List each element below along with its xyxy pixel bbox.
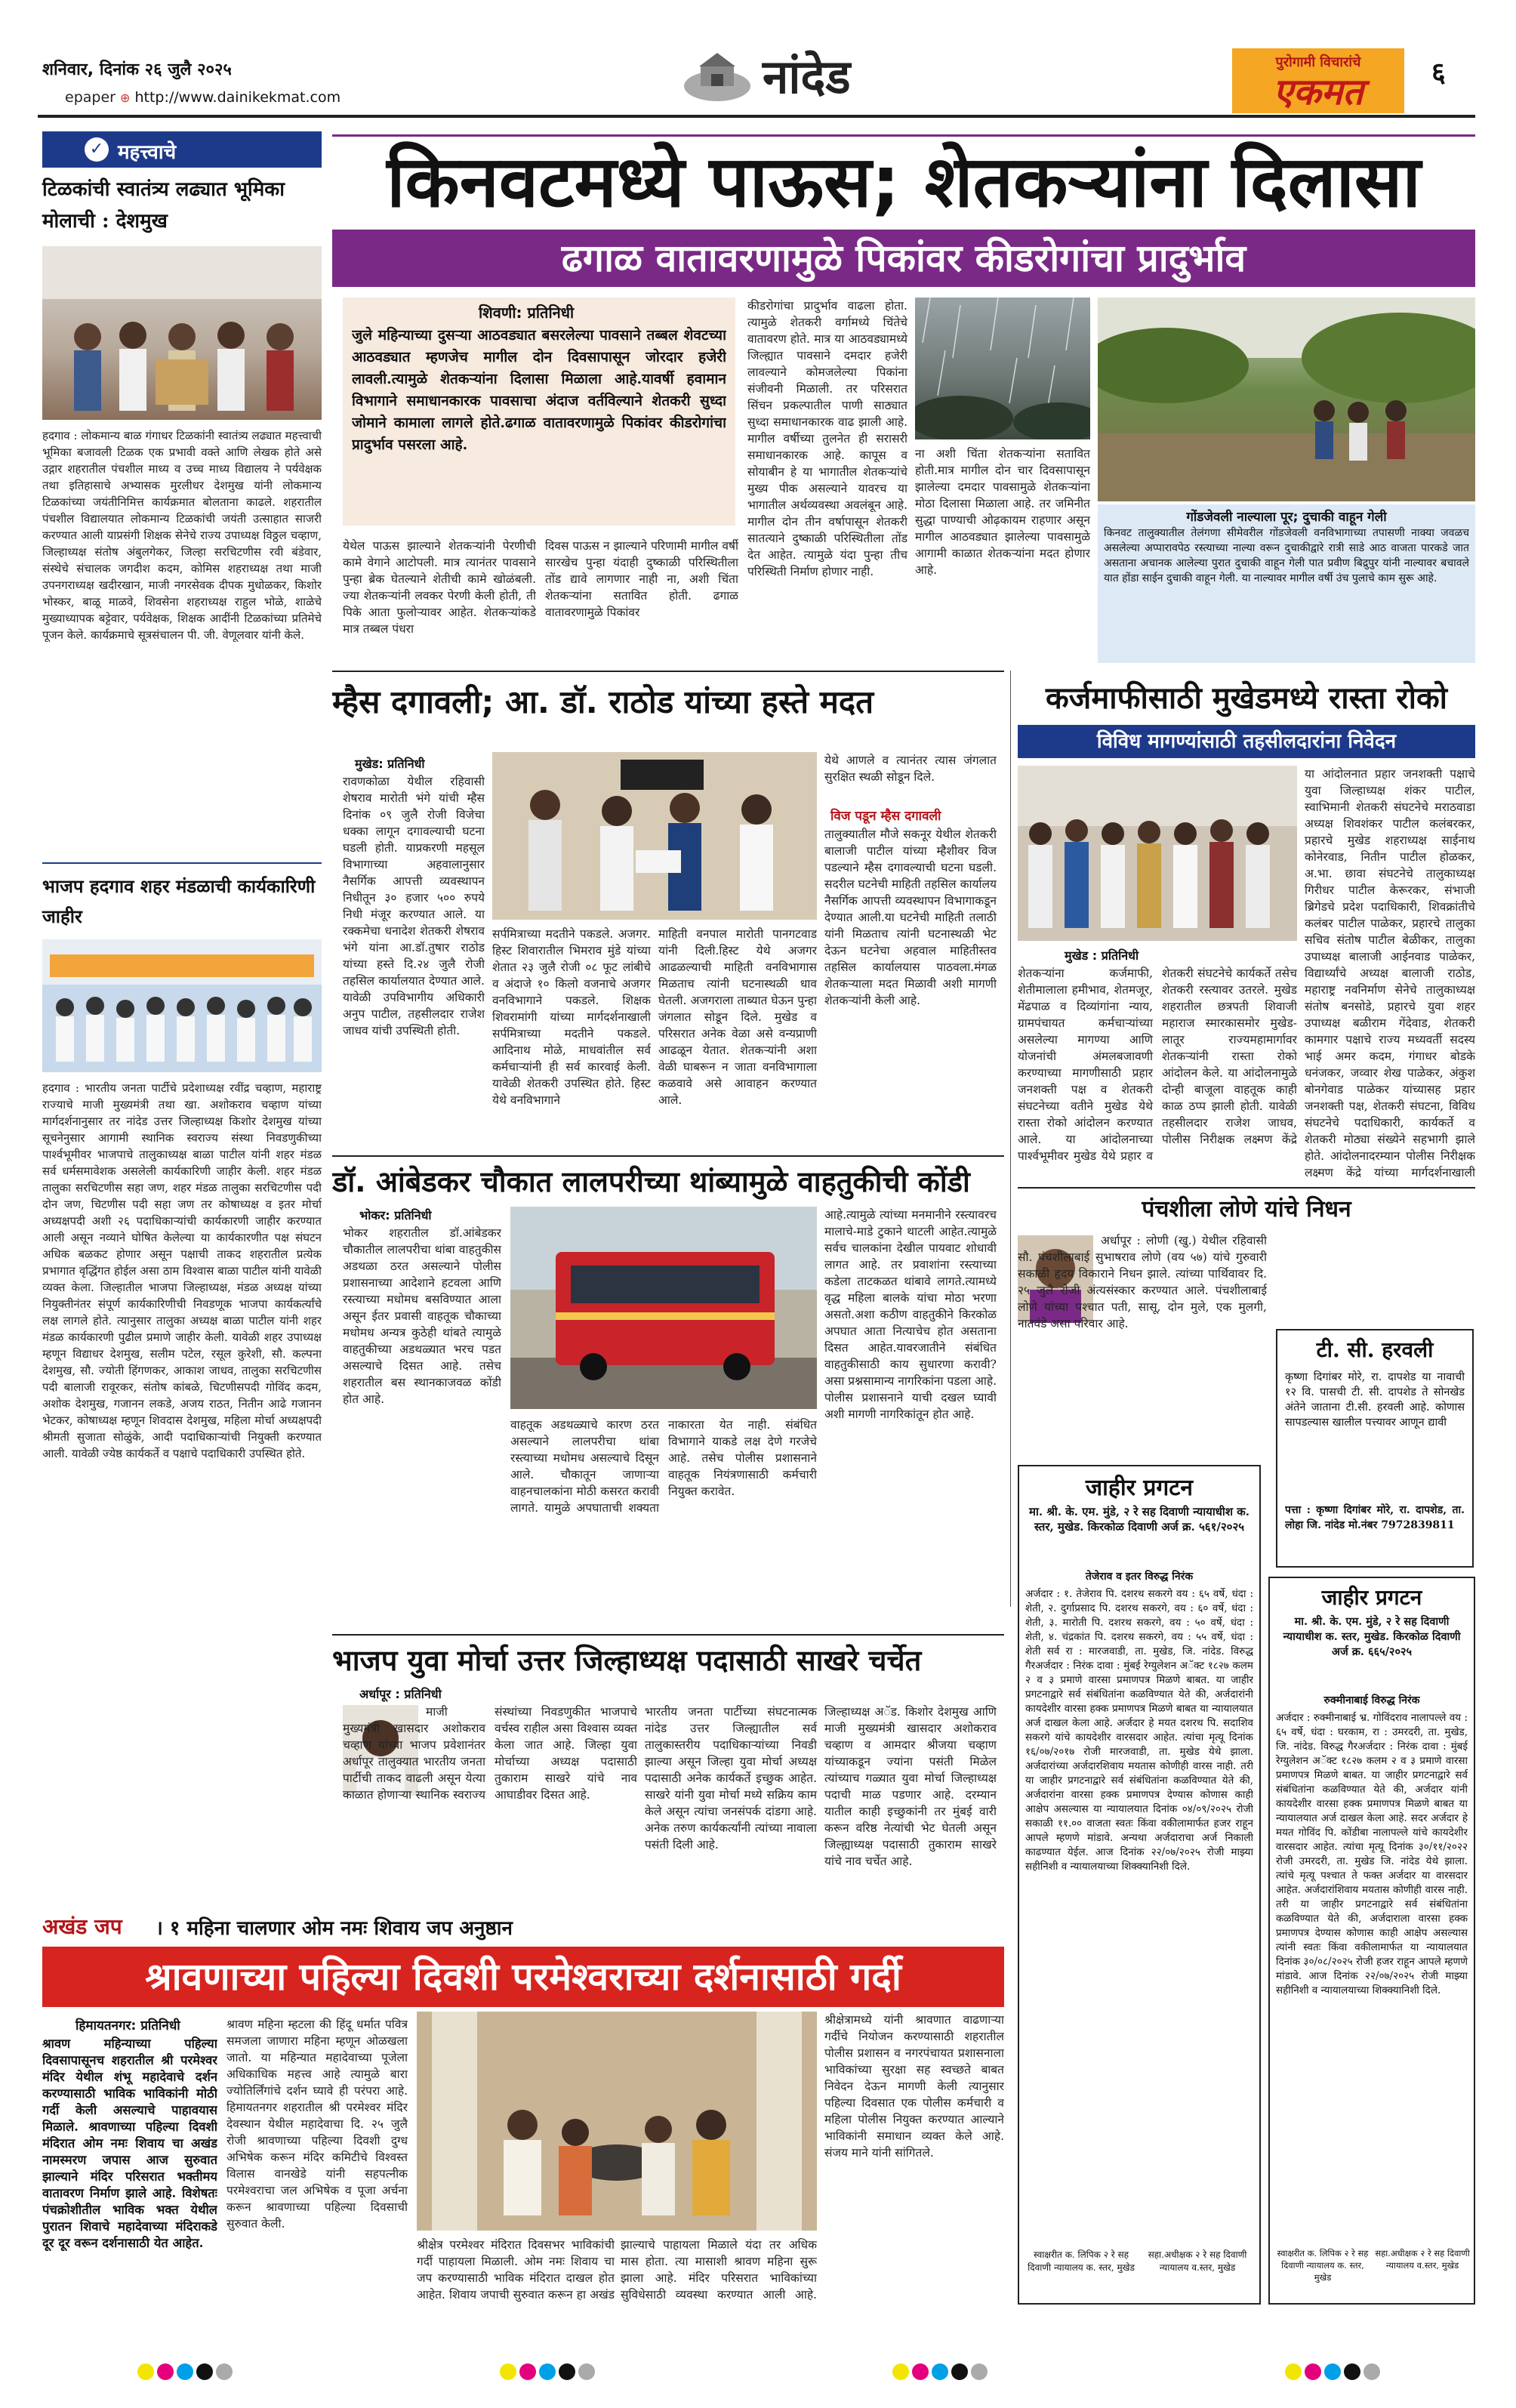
sidebar-divider	[42, 862, 322, 864]
story1-body: हदगाव : लोकमान्य बाळ गंगाधर टिळकांनी स्वातंत्र्य लढ्यात महत्त्वाची भूमिका बजावली टिळक एक प्रभावी वक्ते आणि लेखक होते असे उद्गार शहरातील पंचशील माध्य व उच्च माध्य विद्यालय ने पर्यवेक्षक तथा इतिहासाचे अभ्यासक मुरलीधर देशमुख यांनी लोकमान्य टिळकांच्या जयंतीनिमित्त कार्यक्रमात बोलताना काढले. शहरातील पंचशील विद्यालयात लोकमान्य टिळकांची जयंती उत्साहात साजरी करण्यात आली याप्रसंगी शिक्षक सेनेचे राज्य उपाध्यक्ष विठ्ठल चव्हाण, जिल्हाध्यक्ष संतोष अंबुलगेकर, जिल्हा सरचिटणीस रवी बंडेवार, संस्थेचे संचालक जगदीश कदम, कोमिस शहराध्यक्ष तथा माजी उपनगराध्यक्ष खदीरखान, माजी नगरसेवक दीपक मुधोळकर, किशोर भोस्कर, बाळू माळवे, शिवसेना शहराध्यक्ष राहुल भोळे, शाळेचे मुख्याध्यापक बट्टेवार, पर्यवेक्षक, शिक्षक आदींनी टिळकांच्या प्रतिमेचे पूजन केले. कार्यक्रमाचे सूत्रसंचालन पी. जी. वेणूलवार यांनी केले.	[42, 429, 322, 642]
mhais-subhead: विज पडून म्हैस दगावली	[830, 809, 941, 824]
bjp-dateline: अर्धापूर : प्रतिनिधी	[359, 1687, 442, 1701]
color-registration-bar	[136, 2363, 1419, 2386]
story1-photo	[42, 246, 322, 420]
lead-col2: कीडरोगांचा प्रादुर्भाव वाढला होता. त्यामुळे शेतकरी वर्गामध्ये चिंतेचे वातावरण होते. मात्र या आठवड्यामध्ये जिल्ह्यात पावसाने दमदार हजेरी लावल्याने कोमजलेल्या पिकांना संजीवनी मिळाली. तर परिसरात सिंचन प्रकल्पातील पाणी साठ्यात सुध्दा समाधानकारक वाढ झाली आहे. मागील वर्षीच्या तुलनेत ही सरासरी समाधानकारक आहे. कापूस व सोयाबीन हे या भागातील शेतकऱ्यांचे मुख्य पीक असल्याने यावरच या भागातील अर्थव्यवस्था अवलंबून आहे. मागील दोन तीन वर्षापासून शेतकरी सातत्याने दुष्काळी परिस्थितीला तोंड देत आहेत. त्यामुळे यंदा पुन्हा तीच परिस्थिती निर्माण होणार नाही.	[747, 299, 907, 578]
epaper-link[interactable]	[65, 89, 340, 106]
color-dots-left	[136, 2363, 234, 2383]
rasta-subhead-band	[1018, 725, 1475, 758]
ambedkar-headline: डॉ. आंबेडकर चौकात लालपरीच्या थांब्यामुळे वाहतुकीची कोंडी	[332, 1165, 970, 1198]
tc-notice-address: पत्ता : कृष्णा दिगांबर मोरे, रा. दापशेड, ता. लोहा जि. नांदेड मो.नंबर 7972839811	[1285, 1504, 1465, 1531]
shravan-headline-band	[42, 1947, 1004, 2007]
brand-name: एकमत	[1273, 71, 1363, 113]
legal-notice-1	[1018, 1465, 1261, 2305]
legal-notice-2-subtitle: रुक्मीनाबाई विरुद्ध निरंक	[1323, 1694, 1420, 1707]
legal-notice-2-title: जाहीर प्रगटन	[1321, 1585, 1422, 1610]
color-dots-center-left	[498, 2363, 596, 2383]
lead-col-b: दिवस पाऊस न झाल्याने परिणामी मागील वर्षी सारखेच पुन्हा यंदाही दुष्काळी परिस्थितीला तोंड द्यावे लागणार नाही ना, अशी चिंता शेतकऱ्यांना सतावित होती. ढगाळ वातावरणामुळे पिकांवर	[545, 539, 738, 619]
city-logo-emblem	[681, 48, 753, 107]
legal-notice-2-body: अर्जदार : रुक्मीनाबाई भ्र. गोविंदराव नालापल्ले वय : ६५ वर्षे, धंदा : घरकाम, रा : उमरदरी, ता. मुखेड, जि. नांदेड. विरुद्ध गैरअर्जदार : निरंक दावा : मुंबई रेग्युलेशन अॅक्ट १८२७ कलम २ व ३ प्रमाणे वारसा प्रमाणपत्र मिळणे बाबत. या जाहीर प्रगटनाद्वारे सर्व संबंधितांना कळविण्यात येते की, अर्जदार यांनी कायदेशीर वारसा हक्क प्रमाणपत्र मिळणे बाबत या न्यायालयात अर्ज दाखल केला आहे. सदर अर्जदार हे मयत गोविंद पि. कोंडीबा नालापल्ले यांचे कायदेशीर वारसदार आहेत. त्यांचा मृत्यू दिनांक ३०/११/२०२२ रोजी उमरदरी, ता. मुखेड जि. नांदेड येथे झाला. त्यांचे मृत्यू पश्चात ते फक्त अर्जदार या वारसदार आहेत. अर्जदारांशिवाय मयतास कोणीही वारस नाही. तरी या जाहीर प्रगटनाद्वारे सर्व संबंधितांना कळविण्यात येते की, अर्जदाराला वारसा हक्क प्रमाणपत्र देण्यास कोणास काही आक्षेप असल्यास त्यांनी स्वतः किंवा वकीलामार्फत या न्यायालयात दिनांक ३०/०८/२०२५ रोजी हजर राहून आपले म्हणणे मांडावे. आज दिनांक २२/०७/२०२५ रोजी माझ्या सहीनिशी व न्यायालयाच्या शिक्क्यानिशी दिले.	[1276, 1712, 1468, 1996]
mhais-photo	[492, 752, 817, 920]
story2-body: हदगाव : भारतीय जनता पार्टीचे प्रदेशाध्यक्ष रवींद्र चव्हाण, महाराष्ट्र राज्याचे माजी मुख्यमंत्री तथा खा. अशोकराव चव्हाण यांच्या मार्गदर्शनानुसार तर नांदेड उत्तर जिल्हाध्यक्ष किशोर देशमुख यांच्या सूचनेनुसार आगामी स्थानिक स्वराज्य संस्था निवडणुकीच्या पार्श्वभूमीवर भाजपाचे तालुकाध्यक्ष बाळा पाटील यांनी शहर मंडळ सर्व धर्मसमावेशक असलेली कार्यकारिणी जाहीर केली. शहर मंडळ तालुका सरचिटणीस सहा जण, शहर मंडळ तालुका सरचिटणीस पदी दोन जण, चिटणीस पदी सहा जण तर कोषाध्यक्ष व इतर मोर्चा अध्यक्षपदी अशी २६ पदाधिकाऱ्यांची कार्यकारणी जाहीर करण्यात आली असून नव्याने घोषित केलेल्या या कार्यकारणीत पक्ष संघटन अधिक बळकट होणार असून पक्षाची ताकद शहरातील प्रत्येक प्रभागात वृद्धिंगत होईल असा ठाम विश्वास बाळा पाटील यांनी यावेळी व्यक्त केला. जिल्हातील भाजपा जिल्हाध्यक्ष, मंडळ अध्यक्ष यांच्या नियुक्तीनंतर संपूर्ण कार्यकारिणीची निवडणूक भाजपा कार्यकर्त्यांचे लक्ष लागले होते. त्यानुसार तालुका अध्यक्ष बाळा पाटील यांनी शहर मंडळ कार्यकारणी पुढील प्रमाणे जाहीर केली. यावेळी शहर उपाध्यक्ष म्हणून विद्याधर देशमुख, सलीम पटेल, रसूल कुरेशी, सौ. कल्पना देशमुख, सौ. ज्योती हिंगणकर, आकाश जाधव, तालुका सरचिटणीस पदी बालाजी रावूरकर, संतोष कांबळे, चिटणीसपदी गोविंद कदम, अशोक देशमुख, गजानन लकडे, अजय राठत, नितीन आढे गजानन भेटकर, कोषाध्यक्ष म्हणून शिवदास देशमुख, महिला मोर्चा अध्यक्षपदी श्रीमती सुजाता सोळुंके, आदी पदाधिकाऱ्यांची नियुक्ती करण्यात आली. यावेळी ज्येष्ठ कार्यकर्ते व पक्षाचे पदाधिकारी उपस्थित होते.	[42, 1081, 322, 1460]
legal-notice-1-sig-left: स्वाक्षरीत क. लिपिक २ रे सह दिवाणी न्यायालय क. स्तर, मुखेड	[1028, 2249, 1135, 2273]
rasta-col-top: या आंदोलनात प्रहार जनशक्ती पक्षाचे युवा जिल्हाध्यक्ष शंकर पाटील, स्वाभिमानी शेतकरी संघटनेचे मराठवाडा अध्यक्ष शिवशंकर पाटील कलंबरकर, प्रहारचे मुखेड शहराध्यक्ष साईनाथ कोनेरवाड, नितीन पाटील होळकर, अ.भा. छावा संघटनेचे तालुकाध्यक्ष गिरीधर पाटील केरूरकर, संभाजी ब्रिगेडचे प्रदेश पदाधिकारी, शिवक्रांतीचे कलंबर पाटील पाळेकर, प्रहारचे तालुका सचिव संतोष पाटील बेळीकर, तालुका उपाध्यक्ष बालाजी आईनवाड पाळेकर, विद्यार्थ्यांचे अध्यक्ष बालाजी राठोड, महाराष्ट्र नवनिर्माण सेनेचे तालुकाध्यक्ष संतोष बनसोडे, प्रहारचे युवा शहर उपाध्यक्ष बळीराम गेंदेवाड, शेतकरी कामगार पक्षाचे राज्य मध्यवर्ती सदस्य भाई अमर कदम, गंगाधर बोडके धनंजकर, जव्वार शेख पाळेकर, अंकुश बोनगेवाड पाळेकर यांच्यासह प्रहार जनशक्ती पक्ष, शेतकरी संघटना, विविध संघटनेचे पदाधिकारी, कार्यकर्ते व शेतकरी मोठ्या संख्येने सहभागी झाले होते. आंदोलनादरम्यान पोलीस निरीक्षक लक्ष्मण केंद्रे यांच्या मार्गदर्शनाखाली	[1305, 767, 1475, 1179]
lead-dateline: शिवणी: प्रतिनिधी	[479, 304, 575, 322]
legal-notice-1-subtitle: तेजेराव व इतर विरुद्ध निरंक	[1085, 1571, 1194, 1583]
lead-col-c: ना अशी चिंता शेतकऱ्यांना सतावित होती.मात्र मागील दोन चार दिवसापासून झालेल्या दमदार पावसामुळे शेतकऱ्यांना मोठा दिलासा मिळाला आहे. तर जमिनीत सुद्धा पाण्याची ओढ़कायम राहणार असून मागील आठवड्यात झालेल्या पावसामुळे आगामी काळात शेतकऱ्यांना मदत होणार आहे.	[915, 447, 1090, 577]
story2-photo	[42, 939, 322, 1072]
shravan-col5: श्रीक्षेत्रामध्ये यांनी श्रावणात वाढणाऱ्या गर्दीचे नियोजन करण्यासाठी शहरातील पोलीस प्रशासन व नगरपंचायत प्रशासनाला भाविकांच्या सुरक्षा सह स्वच्छते बाबत निवेदन देऊन मागणी केली त्यानुसार पहिल्या दिवसात एक पोलीस कर्मचारी व महिला पोलीस नियुक्त करण्यात आल्याने भाविकांनी समाधान व्यक्त केले आहे. संजय माने यांनी सांगितले.	[824, 2013, 1004, 2160]
shravan-col2: श्रावण महिना म्हटला की हिंदू धर्मात पवित्र समजला जाणारा महिना म्हणून ओळखला जातो. या महिन्यात महादेवाच्या पूजेला अधिकाधिक महत्त्व आहे त्यामुळे बारा ज्योतिर्लिंगांचे दर्शन घ्यावे ही परंपरा आहे. हिमायतनगर शहरातील श्री परमेश्वर मंदिर देवस्थान येथील महादेवाचा दि. २५ जुलै रोजी श्रावणाच्या पहिल्या दिवशी दुग्ध अभिषेक करून मंदिर कमिटीचे विश्वस्त विलास वानखेडे यांनी सहपत्नीक परमेश्वराचा जल अभिषेक व पूजा अर्चना करून श्रावणाच्या पहिल्या दिवसाची सुरुवात केली.	[226, 2018, 408, 2231]
rasta-photo	[1018, 766, 1297, 941]
color-dots-center-right	[891, 2363, 989, 2383]
shravan-col4: झाल्याचे पाहायला मिळाले यंदा तर अधिक मास होता. त्या मासाशी श्रावण महिना सुरू झाला आहे. मंदिर परिसरात भाविकांच्या सुविधेसाठी व्यवस्था करण्यात आली आहे.	[621, 2238, 817, 2302]
legal-notice-1-body: अर्जदार : १. तेजेराव पि. दशरथ सकरगे वय : ६५ वर्षे, धंदा : शेती, २. दुर्गाप्रसाद पि. दशरथ सकरगे, वय : ६० वर्षे, धंदा : शेती, ३. मारोती पि. दशरथ सकरगे, वय : ५० वर्षे, धंदा : शेती, ४. चंद्रकांत पि. दशरथ सकरगे, वय : ५५ वर्षे, धंदा : शेती सर्व रा : मारजवाडी, ता. मुखेड, जि. नांदेड. विरुद्ध गैरअर्जदार : निरंक दावा : मुंबई रेग्युलेशन अॅक्ट १८२७ कलम २ व ३ प्रमाणे वारसा प्रमाणपत्र मिळणे बाबत. या जाहीर प्रगटनाद्वारे सर्व संबंधितांना कळविण्यात येते की, अर्जदारांनी कायदेशीर वारसा हक्क प्रमाणपत्र मिळणे बाबत या न्यायालयात अर्ज दाखल केला आहे. अर्जदार हे मयत दशरथ पि. सदाशिव सकरगे यांचे कायदेशीर वारसदार आहेत. त्यांचा मृत्यू दिनांक १६/०७/२०१७ रोजी मारजवाडी, ता. मुखेड येथे झाला. अर्जदारांच्या अर्जदारशिवाय मयतास कोणीही वारस नाही. तरी या जाहीर प्रगटनाद्वारे सर्व संबंधितांना कळविण्यात येते की, अर्जदारांना वारसा हक्क प्रमाणपत्र देण्यास कोणास काही आक्षेप असल्यास या न्यायालयात दिनांक ०४/०९/२०२५ रोजी सकाळी ११.०० वाजता स्वतः किंवा वकीलामार्फत हजर राहून आपले म्हणणे मांडावे. अन्यथा अर्जदाराचा अर्ज निकाली काढण्यात येईल. आज दिनांक २२/०७/२०२५ रोजी माझ्या सहीनिशी व न्यायालयाच्या शिक्क्यानिशी दिले.	[1025, 1588, 1253, 1873]
rasta-subheadline: विविध मागण्यांसाठी तहसीलदारांना निवेदन	[1096, 730, 1397, 753]
ambedkar-col1: भोकर शहरातील डॉ.आंबेडकर चौकातील लालपरीचा थांबा वाहतुकीस अडथळा ठरत असल्याने पोलीस प्रशासनाच्या आदेशाने हटवला आणि रस्त्याच्या मधोमध बसविण्यात आला असून ईतर प्रवासी वाहतूक चौकाच्या मधोमध अन्यत्र कुठेही थांबते त्यामुळे वाहतुकीच्या अडथळ्यात भरच पडत असल्याचे दिसत आहे. तसेच शहरातील बस स्थानकाजवळ कोंडी होत आहे.	[343, 1226, 501, 1406]
mhais-col3: माहिती वनपाल मारोती पानगटवाड यांनी दिली.हिस्ट येथे अजगर आढळल्याची माहिती वनविभागास मिळताच त्यांनी घटनास्थळी धाव घेतली. अजगराला ताब्यात घेऊन पुन्हा जंगलात सोडून दिले. मुखेड व परिसरात अनेक वेळा असे वन्यप्राणी आढळून येतात. शेतकऱ्यांनी अशा वेळी घाबरून न जाता वनविभागाला कळवावे असे आवाहन करण्यात आले.	[658, 927, 817, 1107]
brand-logo	[1232, 48, 1404, 113]
ambedkar-col3: आहे.त्यामुळे त्यांच्या मनमानीने रस्त्यावरच मालाचे-माडे टुकाने थाटली आहेत.त्यामुळे सर्वच चालकांना देखील पायवाट शोधावी लागत आहे. तर प्रवाशांना रस्त्याच्या कडेला ताटकळत थांबावे लागते.त्यामध्ये वृद्ध महिला बालके यांचा मोठा भरणा असतो.अशा कठीण वाहतुकीने किरकोळ अपघात आता नित्याचेच होत असताना दिसत आहेत.यावरजातीने संबंधित वाहतुकीसाठी काय सुधारणा करावी? असा प्रश्नसामान्य नागरिकांना पडला आहे. पोलीस प्रशासनाने याची दखल घ्यावी अशी मागणी नागरिकांतून होत आहे.	[824, 1208, 997, 1421]
globe-icon: ⊕	[120, 91, 131, 105]
mhais-top-rule	[332, 671, 1004, 672]
lead-subheadline: ढगाळ वातावरणामुळे पिकांवर कीडरोगांचा प्रादुर्भाव	[561, 236, 1246, 280]
lead-intro-box	[343, 298, 735, 526]
lead-photo2-caption: किनवट तालुक्यातील तेलंगणा सीमेवरील गोंडजेवली वनविभागाच्या तपासणी नाक्या जवळच असलेल्या अप्पारावपेठ रस्त्याच्या नाल्या वरून दुचाकीद्वारे रात्री साडे आठ वाजता पारकडे जात असताना अचानक आलेल्या पुरात दुचाकी वाहून गेली पात प्रवीण बिद्रुपुर यांनी नाल्यावर बचावले यात होंडा साईन दुचाकी वाहून गेली. या नाल्यावर मागील वर्षी उंच पुलाचे काम सुरू आहे.	[1104, 527, 1469, 584]
lead-subheadline-band	[332, 230, 1475, 287]
lead-headline: किनवटमध्ये पाऊस; शेतकऱ्यांना दिलासा	[387, 141, 1421, 224]
mhais-col4b: तालुक्यातील मौजे सकनूर येथील शेतकरी बालाजी पाटील यांच्या म्हैशीवर विज पडल्याने म्हैस दगावल्याची घटना घडली. सदरील घटनेची माहिती तहसिल कार्यालय नैसर्गिक आपत्ती व्यवस्थापन विभागाकडून देण्यात आली.या घटनेची माहिती तलाठी यांनी मिळताच त्यांनी घटनास्थळी भेट देऊन घटनेचा अहवाल माहितीस्तव तहसिल कार्यालयास पाठवला.मंगळ शेतकऱ्याला मदत मिळावी अशी मागणी शेतकऱ्यांनी केली आहे.	[824, 828, 997, 1007]
ambedkar-photo-bus	[510, 1207, 817, 1409]
tc-notice-title: टी. सी. हरवली	[1316, 1337, 1434, 1362]
brand-tagline: पुरोगामी विचारांचे	[1275, 54, 1361, 70]
tc-notice-box	[1276, 1329, 1474, 1568]
jap-band	[42, 1910, 1004, 1941]
bjp-headline: भाजप युवा मोर्चा उत्तर जिल्हाध्यक्ष पदासाठी साखरे चर्चेत	[332, 1644, 922, 1677]
jap-text: । १ महिना चालणार ओम नमः शिवाय जप अनुष्ठान	[156, 1917, 513, 1940]
obituary-body: अर्धापूर : लोणी (खु.) येथील रहिवासी सौ. पंचशीलाबाई सुभाषराव लोणे (वय ५७) यांचे गुरुवारी सकाळी हृदय विकाराने निधन झाले. त्यांच्या पार्थिवावर दि. २५ जुलै रोजी अंत्यसंस्कार करण्यात आले. पंचशीलाबाई लोणे यांच्या पश्चात पती, सासू, दोन मुले, एक मुलगी, नातवंडे असा परिवार आहे.	[1018, 1234, 1267, 1330]
rasta-headline: कर्जमाफीसाठी मुखेडमध्ये रास्ता रोको	[1045, 681, 1448, 716]
color-dots-right	[1283, 2363, 1382, 2383]
jap-label: अखंड जप	[42, 1914, 122, 1939]
mhais-col2: सर्पमित्राच्या मदतीने पकडले. अजगर. हिस्ट शिवारातील भिमराव मुंडे यांच्या शेतात २३ जुलै रोजी ०८ फूट लांबीचे व अंदाजे १० किलो वजनाचे अजगर वनविभागाने पकडले. शिक्षक शिवरामांगी यांच्या मार्गदर्शनाखाली सर्पमित्राच्या मदतीने पकडले. आदिनाथ मोळे, माधवांतील सर्व कर्मचाऱ्यांनी ही सर्व कारवाई केली. यावेळी शेतकरी उपस्थित होते. हिस्ट येथे वनविभागाने	[492, 927, 651, 1107]
ambedkar-col2: वाहतूक अडथळ्याचे कारण ठरत असल्याने लालपरीचा थांबा रस्त्याच्या मधोमध असल्याचे दिसून आले. चौकातून जाणाऱ्या वाहनचालकांना मोठी कसरत करावी लागते. यामुळे अपघाताची शक्यता नाकारता येत नाही. संबंधित विभागाने याकडे लक्ष देणे गरजेचे आहे. तसेच पोलीस प्रशासनाने वाहतूक नियंत्रणासाठी कर्मचारी नियुक्त करावेत.	[510, 1418, 817, 1515]
rasta-dateline: मुखेड : प्रतिनिधी	[1065, 948, 1139, 963]
lead-photo2-caption-box	[1098, 504, 1475, 663]
check-icon: ✓	[85, 137, 109, 162]
lead-photo-rain	[915, 298, 1090, 439]
obituary-top-rule	[1018, 1187, 1475, 1189]
shravan-headline: श्रावणाच्या पहिल्या दिवशी परमेश्वराच्या दर्शनासाठी गर्दी	[145, 1955, 901, 1999]
column-divider-right	[1010, 671, 1011, 1607]
legal-notice-1-sig-right: सहा.अधीक्षक २ रे सह दिवाणी न्यायालय व.स्तर, मुखेड	[1148, 2249, 1247, 2273]
section-label: महत्त्वाचे	[118, 141, 177, 164]
lead-intro: जुले महिन्याच्या दुसऱ्या आठवड्यात बसरलेल्या पावसाने तब्बल शेवटच्या आठवड्यात म्हणजेच मागील दोन दिवसापासून जोरदार हजेरी लावली.त्यामुळे शेतकऱ्यांना दिलासा मिळाला आहे.यावर्षी हवामान विभागाने समाधानकारक पावसाचा अंदाज वर्तविल्याने शेतकरी सुध्दा जोमाने कामाला लागले होते.ढगाळ वातावरणामुळे पिकांवर कीडरोगांचा प्रादुर्भाव पसरला आहे.	[352, 327, 726, 453]
sidebar	[42, 128, 322, 1820]
story2-headline: भाजप हदगाव शहर मंडळाची कार्यकारिणी जाहीर	[42, 875, 316, 927]
ambedkar-top-rule	[332, 1155, 1004, 1157]
tc-notice-body: कृष्णा दिगांबर मोरे, रा. दापशेड या नावाची १२ वि. पासची टी. सी. दापशेड ते सोनखेड अंतेने जाताना टी.सी. हरवली आहे. कोणास सापडल्यास खालील पत्त्यावर आणून द्यावी	[1285, 1371, 1465, 1429]
issue-date: शनिवार, दिनांक २६ जुलै २०२५	[42, 60, 232, 79]
lead-photo-flood	[1098, 298, 1475, 501]
bjp-col3: जिल्हाध्यक्ष अॅड. किशोर देशमुख आणि माजी मुख्यमंत्री खासदार अशोकराव चव्हाण व आमदार श्रीजया चव्हाण यांच्याकडून ज्यांना पसंती मिळेल त्यांच्याच गळ्यात युवा मोर्चा जिल्हाध्यक्ष पदाची माळ पडणार आहे. दरम्यान यातील काही इच्छुकांनी तर मुंबई वारी करून वरिष्ठ नेत्यांची भेट घेतली असून जिल्ह्याध्यक्ष पदासाठी तुकाराम साखरे यांचे नाव चर्चेत आहे.	[824, 1705, 997, 1868]
masthead	[0, 0, 1516, 121]
legal-notice-2-court: मा. श्री. के. एम. मुंडे, २ रे सह दिवाणी न्यायाधीश क. स्तर, मुखेड. किरकोळ दिवाणी अर्ज क्र. ६६५/२०२५	[1283, 1615, 1461, 1658]
bjp-col2: भारतीय जनता पार्टीच्या संघटनात्मक नांदेड उत्तर जिल्ह्यातील सर्व तालुकास्तरीय पदाधिकाऱ्यांच्या निवडी झाल्या असून जिल्हा युवा मोर्चा अध्यक्ष पदासाठी अनेक कार्यकर्ते इच्छुक आहेत. साखरे यांनी युवा मोर्चा मध्ये सक्रिय काम केले असून त्यांचा जनसंपर्क दांडगा आहे. अनेक तरुण कार्यकर्त्यांनी त्यांच्या नावाला पसंती दिली आहे.	[645, 1705, 817, 1851]
bjp-col1: माजी मुख्यमंत्री खासदार अशोकराव चव्हाण यांच्या भाजप प्रवेशानंतर अर्धापूर तालुक्यात भारतीय जनता पार्टीची ताकद वाढली असून येत्या काळात होणाऱ्या स्थानिक स्वराज्य संस्थांच्या निवडणुकीत भाजपाचे वर्चस्व राहील असा विश्वास व्यक्त केला जात आहे. जिल्हा युवा मोर्चाच्या अध्यक्ष पदासाठी तुकाराम साखरे यांचे नाव आघाडीवर दिसत आहे.	[343, 1705, 637, 1802]
ambedkar-dateline: भोकर: प्रतिनिधी	[359, 1208, 432, 1222]
section-label-box	[42, 131, 322, 168]
epaper-label: epaper	[65, 89, 116, 106]
legal-notice-2-sig-right: सहा.अधीक्षक २ रे सह दिवाणी न्यायालय व.स्तर, मुखेड	[1375, 2248, 1470, 2271]
masthead-rule	[38, 115, 1475, 118]
shravan-col3: श्रीक्षेत्र परमेश्वर मंदिरात दिवसभर भाविकांची गर्दी पाहायला मिळाली. ओम नमः शिवाय चा जप करण्यासाठी भाविक मंदिरात दाखल होत आहेत. शिवाय जपाची सुरुवात करून हा अखंड	[417, 2238, 615, 2302]
mhais-col4: येथे आणले व त्यानंतर त्यास जंगलात सुरक्षित स्थळी सोडून दिले.	[824, 754, 997, 784]
shravan-dateline: हिमायतनगर: प्रतिनिधी	[75, 2018, 180, 2033]
mhais-headline: म्हैस दगावली; आ. डॉ. राठोड यांच्या हस्ते मदत	[332, 683, 874, 720]
city-title: नांदेड	[763, 49, 851, 104]
legal-notice-2-sig-left: स्वाक्षरीत क. लिपिक २ रे सह दिवाणी न्यायालय क. स्तर, मुखेड	[1277, 2248, 1369, 2283]
page-number: ६	[1431, 57, 1446, 88]
legal-notice-1-title: जाहीर प्रगटन	[1085, 1475, 1194, 1501]
shravan-photo	[417, 2012, 817, 2231]
obituary-headline: पंचशीला लोणे यांचे निधन	[1142, 1196, 1351, 1222]
story1-headline: टिळकांची स्वातंत्र्य लढ्यात भूमिका मोलाची : देशमुख	[42, 178, 285, 233]
lead-photo2-caption-title: गोंडजेवली नाल्याला पूर; दुचाकी वाहून गेली	[1186, 510, 1387, 525]
lead-col-a: येथेल पाऊस झाल्याने शेतकऱ्यांनी पेरणीची कामे वेगाने आटोपली. मात्र त्यानंतर पावसाने पुन्हा ब्रेक घेतल्याने शेतीची कामे खोळंबली. ज्या शेतकऱ्यांनी लवकर पेरणी केली होती, ती पिके आता फुलोऱ्यावर आहेत. शेतकऱ्यांकडे मात्र तब्बल पंधरा	[343, 539, 536, 636]
website-url[interactable]: http://www.dainikekmat.com	[134, 89, 341, 106]
rasta-col-main: शेतकऱ्यांना कर्जमाफी, शेतीमालाला हमीभाव, शेतमजूर, मेंढपाळ व दिव्यांगांना न्याय, ग्रामपंचायत कर्मचाऱ्यांच्या असलेल्या मागण्या आणि योजनांची अंमलबजावणी करण्याच्या मागणीसाठी प्रहार जनशक्ती पक्ष व शेतकरी संघटनेच्या वतीने मुखेड येथे रास्ता रोको आंदोलन करण्यात आले. या आंदोलनाच्या पार्श्वभूमीवर मुखेड येथे प्रहार व शेतकरी संघटनेचे कार्यकर्ते तसेच शेतकरी रस्त्यावर उतरले. मुखेड शहरातील छत्रपती शिवाजी महाराज स्मारकासमोर मुखेड-लातूर राज्यमहामार्गावर शेतकऱ्यांनी रास्ता रोको आंदोलन केले. या आंदोलनामुळे दोन्ही बाजूला वाहतूक काही काळ ठप्प झाली होती. यावेळी तहसीलदार राजेश जाधव, पोलीस निरीक्षक लक्ष्मण केंद्रे	[1018, 967, 1297, 1163]
legal-notice-1-court: मा. श्री. के. एम. मुंडे, २ रे सह दिवाणी न्यायाधीश क. स्तर, मुखेड. किरकोळ दिवाणी अर्ज क्र. ५६१/२०२५	[1029, 1505, 1249, 1534]
lead-top-rule	[332, 134, 1475, 137]
shravan-intro: श्रावण महिन्याच्या पहिल्या दिवसापासूनच शहरातील श्री परमेश्वर मंदिर येथील शंभू महादेवाचे दर्शन करण्यासाठी भाविक भाविकांनी मोठी गर्दी केली असल्याचे पाहावयास मिळाले. श्रावणाच्या पहिल्या दिवशी मंदिरात ओम नमः शिवाय चा अखंड नामस्मरण जपास आज सुरुवात झाल्याने मंदिर परिसरात भक्तीमय वातावरण निर्माण झाले आहे. विशेषतः पंचक्रोशीतील भाविक भक्त येथील पुरातन शिवाचे महादेवाच्या मंदिराकडे दूर दूर वरून दर्शनासाठी येत आहेत.	[42, 2036, 217, 2250]
legal-notice-2	[1268, 1577, 1475, 2305]
mhais-col1: रावणकोळा येथील रहिवासी शेषराव मारोती भंगे यांची म्हैस दिनांक ०९ जुलै रोजी विजेचा धक्का लागून दगावल्याची घटना घडली होती. याप्रकरणी महसूल विभागाच्या अहवालानुसार नैसर्गिक आपत्ती व्यवस्थापन निधीतून ३० हजार ५०० रुपये निधी मंजूर करण्यात आले. या रक्कमेचा धनादेश शेतकरी शेषराव भंगे यांना आ.डॉ.तुषार राठोड यांच्या हस्ते दि.२४ जुलै रोजी तहसिल कार्यालयात देण्यात आले. यावेळी उपविभागीय अधिकारी अनुप पाटील, तहसीलदार राजेश जाधव यांची उपस्थिती होती.	[343, 775, 485, 1038]
bjp-top-rule	[332, 1634, 1004, 1636]
mhais-dateline: मुखेड: प्रतिनिधी	[355, 757, 425, 771]
